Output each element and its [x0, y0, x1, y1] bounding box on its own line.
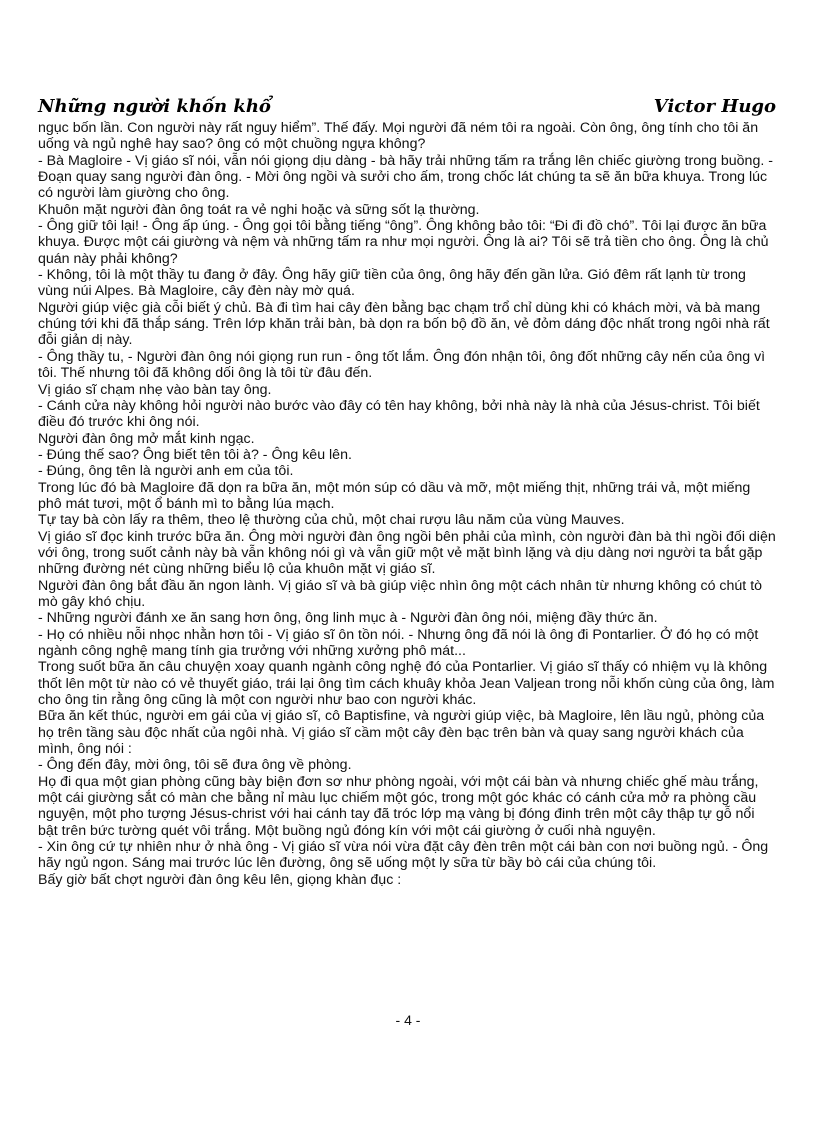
body-text: [38, 120, 776, 888]
paragraph: Trong lúc đó bà Magloire đã dọn ra bữa ăn, một món súp có dầu và mỡ, một miếng thịt, những trái vả, một miếng phô mát tươi, một ổ bánh mì to bằng lúa mạch.: [38, 479, 751, 512]
paragraph: Người đàn ông bắt đầu ăn ngon lành. Vị giáo sĩ và bà giúp việc nhìn ông một cách nhân từ nhưng không có chút tò mò gây khó chịu.: [38, 577, 763, 610]
paragraph: Trong suốt bữa ăn câu chuyện xoay quanh ngành công nghệ đó của Pontarlier. Vị giáo sĩ thấy có nhiệm vụ là không thốt lên một từ nào có vẻ thuyết giáo, trái lại ông tìm cách khuây khỏa Jean Valjean trong nỗi khốn cùng của ông, làm cho ông tin rằng ông cũng là một con người như bao con người khác.: [38, 659, 775, 709]
paragraph: - Bà Magloire - Vị giáo sĩ nói, vẫn nói giọng dịu dàng - bà hãy trải những tấm ra trắng lên chiếc giường trong buồng. - Đoạn quay sang người đàn ông. - Mời ông ngồi và sưởi cho ấm, trong chốc lát chúng ta sẽ ăn bữa khuya. Trong lúc có người làm giường cho ông.: [38, 152, 773, 202]
paragraph: - Những người đánh xe ăn sang hơn ông, ông linh mục à - Người đàn ông nói, miệng đầy thức ăn.: [38, 610, 658, 627]
paragraph: - Xin ông cứ tự nhiên như ở nhà ông - Vị giáo sĩ vừa nói vừa đặt cây đèn trên một cái bàn con nơi buồng ngủ. - Ông hãy ngủ ngon. Sáng mai trước lúc lên đường, ông sẽ uống một ly sữa từ bầy bò cái của chúng tôi.: [38, 839, 769, 872]
paragraph: - Không, tôi là một thầy tu đang ở đây. Ông hãy giữ tiền của ông, ông hãy đến gần lửa. Gió đêm rất lạnh từ trong vùng núi Alpes. Bà Magloire, cây đèn này mờ quá.: [38, 267, 746, 300]
paragraph: - Ông giữ tôi lại! - Ông ấp úng. - Ông gọi tôi bằng tiếng “ông”. Ông không bảo tôi: “Đi đi đồ chó”. Tôi lại được ăn bữa khuya. Được một cái giường và nệm và những tấm ra như mọi người. Ông là ai? Tôi sẽ trả tiền cho ông. Ông là chủ quán này phải không?: [38, 218, 769, 267]
paragraph: Họ đi qua một gian phòng cũng bày biện đơn sơ như phòng ngoài, với một cái bàn và nhưng chiếc ghế màu trắng, một cái giường sắt có màn che bằng nỉ màu lục chiếm một góc, trong một góc khác có cánh cửa mở ra phòng cầu nguyện, một pho tượng Jésus-christ với hai cánh tay đã tróc lớp mạ vàng bị đóng đinh trên một cây thập tự gỗ nổi bật trên bức tường quét vôi trắng. Một buồng ngủ đóng kín với một cái giường ở cuối nhà nguyện.: [38, 773, 759, 839]
paragraph: - Đúng, ông tên là người anh em của tôi.: [38, 463, 294, 480]
paragraph: - Họ có nhiều nỗi nhọc nhằn hơn tôi - Vị giáo sĩ ôn tồn nói. - Nhưng ông đã nói là ông đi Pontarlier. Ở đó họ có một ngành công nghệ mang tính gia trưởng với những xưởng phô mát...: [38, 626, 759, 659]
paragraph: - Đúng thế sao? Ông biết tên tôi à? - Ông kêu lên.: [38, 446, 352, 463]
paragraph: Bấy giờ bất chợt người đàn ông kêu lên, giọng khàn đục :: [38, 871, 402, 888]
paragraph: - Cánh cửa này không hỏi người nào bước vào đây có tên hay không, bởi nhà này là nhà của Jésus-christ. Tôi biết điều đó trước khi ông nói.: [38, 397, 760, 431]
paragraph: Khuôn mặt người đàn ông toát ra vẻ nghi hoặc và sững sốt lạ thường.: [38, 201, 480, 218]
paragraph: Tự tay bà còn lấy ra thêm, theo lệ thường của chủ, một chai rượu lâu năm của vùng Mauves.: [38, 512, 625, 529]
paragraph: Vị giáo sĩ chạm nhẹ vào bàn tay ông.: [38, 381, 272, 398]
author-name: Victor Hugo: [653, 96, 776, 117]
paragraph: Người đàn ông mở mắt kinh ngạc.: [38, 430, 255, 447]
paragraph: - Ông thầy tu, - Người đàn ông nói giọng run run - ông tốt lắm. Ông đón nhận tôi, ông đốt những cây nến của ông vì tôi. Thế nhưng tôi đã không dối ông là tôi từ đâu đến.: [38, 348, 766, 382]
paragraph: - Ông đến đây, mời ông, tôi sẽ đưa ông về phòng.: [38, 757, 352, 774]
paragraph: Vị giáo sĩ đọc kinh trước bữa ăn. Ông mời người đàn ông ngồi bên phải của mình, còn người đàn bà thì ngồi đối diện với ông, trong suốt cảnh này bà vẫn không nói gì và vẫn giữ một vẻ mặt bình lặng và dịu dàng nơi người ta bắt gặp những đường nét cùng những biểu lộ của khuôn mặt vị giáo sĩ.: [38, 528, 776, 578]
paragraph: Bữa ăn kết thúc, người em gái của vị giáo sĩ, cô Baptisfine, và người giúp việc, bà Magloire, lên lầu ngủ, phòng của họ trên tầng sàu độc nhất của ngôi nhà. Vị giáo sĩ cầm một cây đèn bạc trên bàn và quay sang người khách của mình, ông nói :: [38, 708, 765, 758]
page-content: [38, 96, 776, 888]
page-header: [38, 96, 776, 120]
page-number: - 4 -: [395, 1012, 421, 1028]
book-title: Những người khốn khổ: [38, 96, 271, 117]
paragraph: ngục bốn lần. Con người này rất nguy hiểm”. Thế đấy. Mọi người đã ném tôi ra ngoài. Còn ông, ông tính cho tôi ăn uống và ngủ nghê hay sao? ông có một chuồng ngựa không?: [38, 120, 759, 153]
paragraph: Người giúp việc già cỗi biết ý chủ. Bà đi tìm hai cây đèn bằng bạc chạm trổ chỉ dùng khi có khách mời, và bà mang chúng tới khi đã thắp sáng. Trên lớp khăn trải bàn, bà dọn ra bốn bộ đồ ăn, vẻ đỏm dáng độc nhất trong ngôi nhà rất đỗi giản dị này.: [38, 299, 770, 349]
